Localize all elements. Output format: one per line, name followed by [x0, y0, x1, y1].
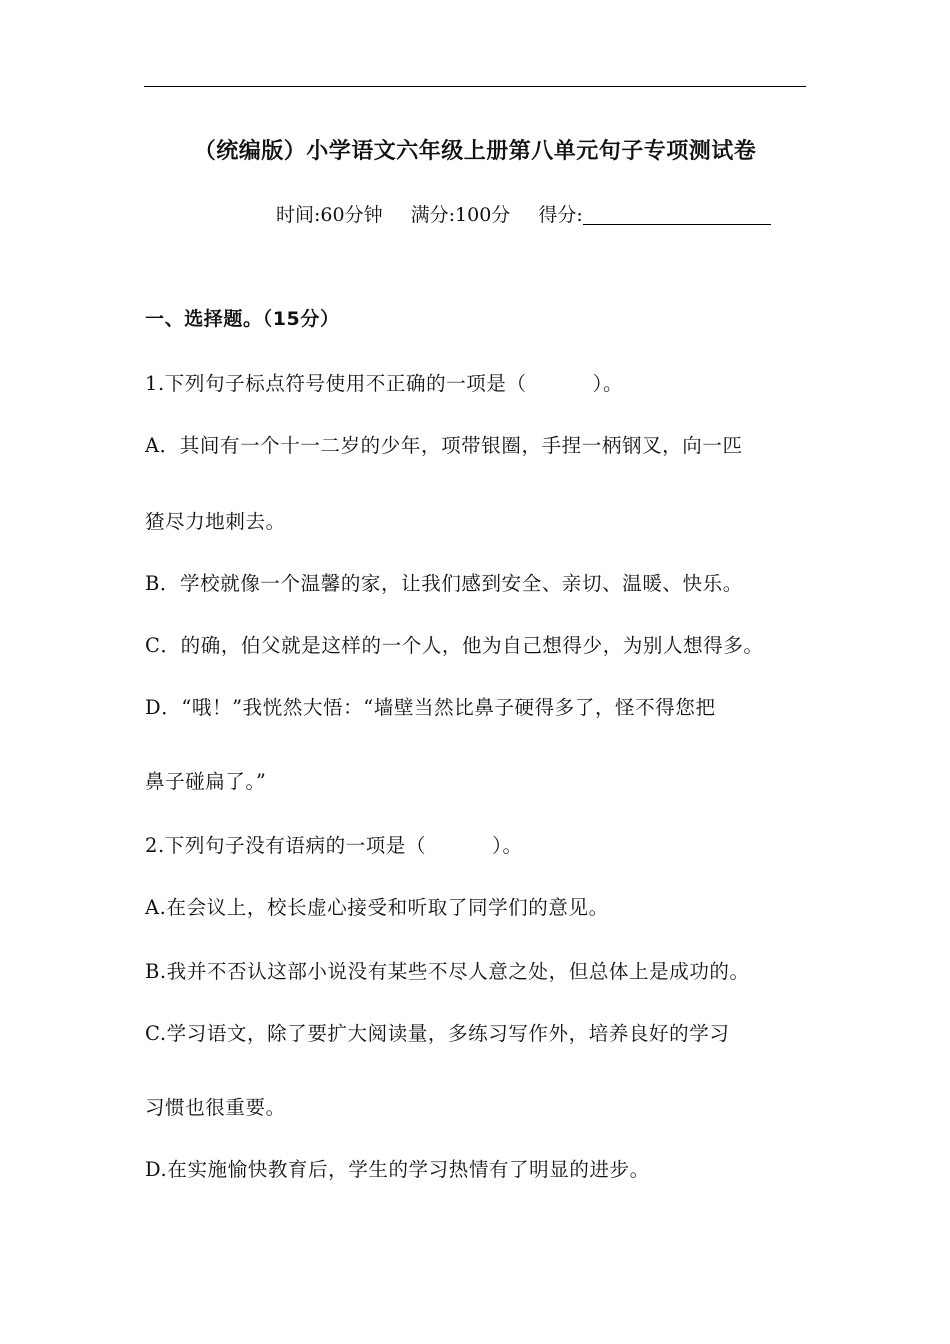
question-2-stem-text: 2.下列句子没有语病的一项是（	[145, 834, 427, 857]
section-heading: 一、选择题。（15分）	[145, 308, 340, 330]
question-2-stem-end: ）。	[492, 834, 523, 857]
q1-option-c: C．的确，伯父就是这样的一个人，他为自己想得少，为别人想得多。	[145, 634, 764, 657]
q2-option-b: B.我并不否认这部小说没有某些不尽人意之处，但总体上是成功的。	[145, 960, 750, 983]
q2-option-a: A.在会议上，校长虚心接受和听取了同学们的意见。	[145, 896, 609, 919]
q2-option-d: D.在实施愉快教育后，学生的学习热情有了明显的进步。	[145, 1158, 650, 1181]
q1-option-a-line2: 猹尽力地刺去。	[145, 510, 286, 533]
time-info: 时间:60分钟	[276, 204, 383, 226]
score-blank[interactable]	[583, 204, 771, 225]
page-title: （统编版）小学语文六年级上册第八单元句子专项测试卷	[193, 139, 757, 164]
q1-option-d-line2: 鼻子碰扁了。”	[145, 770, 267, 793]
full-score-info: 满分:100分	[410, 204, 511, 226]
q1-option-b: B．学校就像一个温馨的家，让我们感到安全、亲切、温暖、快乐。	[145, 572, 743, 595]
q1-option-a-line1: A．其间有一个十一二岁的少年，项带银圈，手捏一柄钢叉，向一匹	[145, 434, 743, 457]
question-1-stem	[145, 368, 623, 396]
q2-option-c-line1: C.学习语文，除了要扩大阅读量，多练习写作外，培养良好的学习	[145, 1022, 730, 1045]
exam-info	[276, 200, 771, 227]
q2-option-c-line2: 习惯也很重要。	[145, 1096, 286, 1119]
question-2-stem	[145, 830, 523, 858]
header-rule	[144, 86, 806, 87]
score-label: 得分:	[538, 204, 583, 226]
q1-option-d-line1: D．“哦！”我恍然大悟：“墙壁当然比鼻子硬得多了，怪不得您把	[145, 696, 716, 719]
question-1-stem-text: 1.下列句子标点符号使用不正确的一项是（	[145, 372, 527, 395]
question-1-stem-end: ）。	[592, 372, 624, 395]
